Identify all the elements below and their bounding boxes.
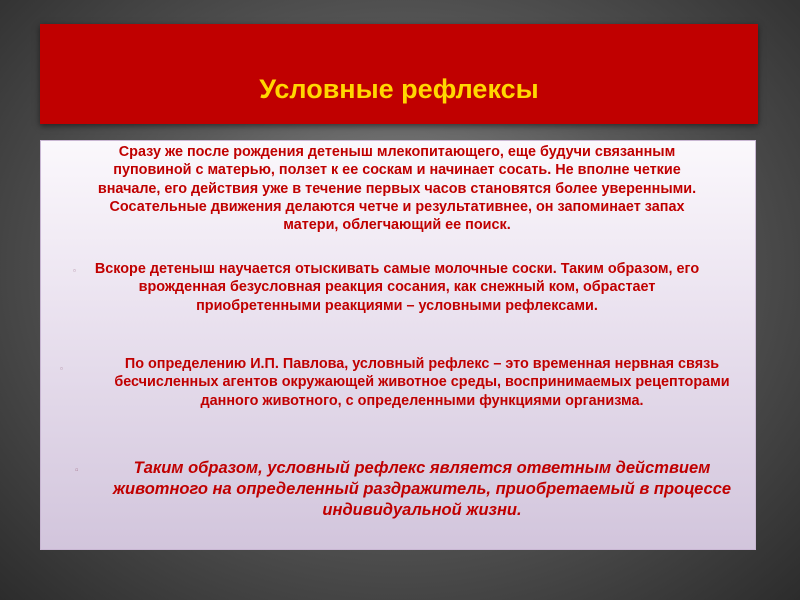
paragraph-3: По определению И.П. Павлова, условный рефлекс – это временная нервная связь бесчисленных агентов окружающей животное среды, воспринимаемых рецепторами данного животного, с определенными функциями организма.: [114, 356, 730, 409]
paragraph-4-conclusion: Таким образом, условный рефлекс является ответным действием животного на определенный раздражитель, приобретаемый в процессе индивидуальной жизни.: [112, 459, 732, 519]
bullet-icon: ▫: [75, 465, 79, 476]
paragraph-1: Сразу же после рождения детеныш млекопитающего, еще будучи связанным пуповиной с матерью, ползет к ее соскам и начинает сосать. Не вполне четкие вначале, его действия уже в течение первых часов становятся более уверенными. Сосательные движения делаются четче и результативнее, он запоминает запах матери, облегчающий ее поиск.: [97, 144, 697, 234]
content-box: [40, 140, 756, 550]
bullet-icon: ▫: [73, 266, 76, 275]
paragraph-2: Вскоре детеныш научается отыскивать самые молочные соски. Таким образом, его врожденная безусловная реакция сосания, как снежный ком, обрастает приобретенными реакциями – условными рефлексами.: [94, 261, 700, 314]
bullet-icon: ▫: [60, 364, 63, 373]
title-bar: [40, 24, 758, 124]
slide-title: Условные рефлексы: [259, 74, 539, 104]
